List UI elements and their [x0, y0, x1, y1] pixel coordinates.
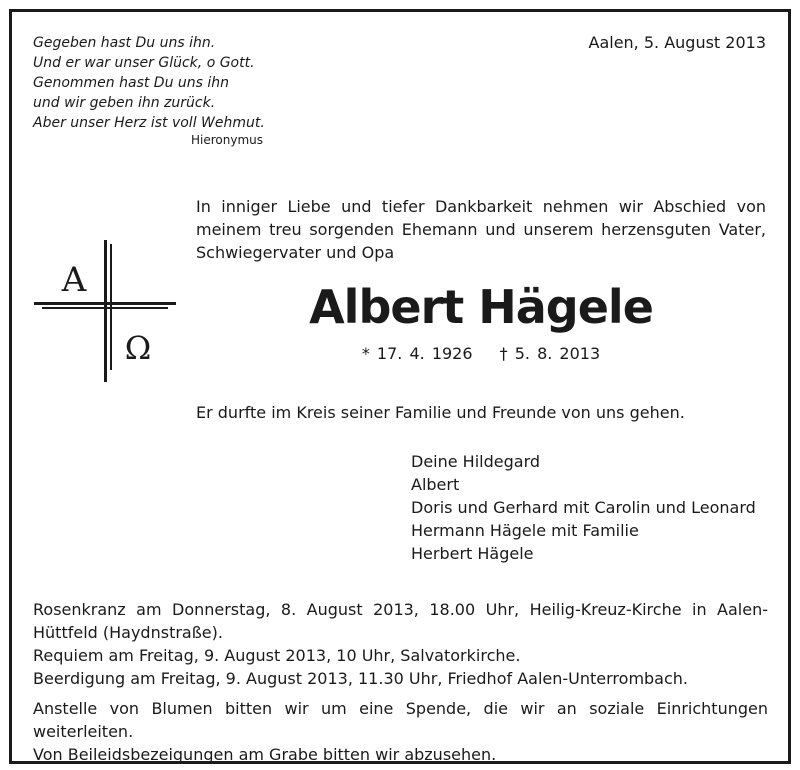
- service-line: Rosenkranz am Donnerstag, 8. August 2013, 18.00 Uhr, Heilig-Kreuz-Kirche in Aalen-: [33, 600, 768, 619]
- place-date: Aalen, 5. August 2013: [588, 33, 766, 52]
- alpha-omega-cross-icon: [34, 240, 176, 382]
- family-member: Albert: [411, 475, 460, 494]
- farewell-text: Er durfte im Kreis seiner Familie und Freunde von uns gehen.: [196, 403, 685, 422]
- family-member: Deine Hildegard: [411, 452, 541, 471]
- service-line: Hüttfeld (Haydnstraße).: [33, 623, 223, 642]
- service-line: Requiem am Freitag, 9. August 2013, 10 Uhr, Salvatorkirche.: [33, 646, 521, 665]
- closing-line: Anstelle von Blumen bitten wir um eine Spende, die wir an soziale Einrichtungen weiterleiten.: [33, 699, 768, 741]
- poem-line: Gegeben hast Du uns ihn.: [33, 35, 216, 51]
- family-member: Hermann Hägele mit Familie: [411, 521, 639, 540]
- closing-notes: [33, 697, 768, 766]
- birth-date: * 17. 4. 1926: [361, 344, 473, 363]
- omega-letter: Ω: [124, 329, 152, 367]
- service-details: [33, 598, 768, 690]
- poem-line: Genommen hast Du uns ihn: [33, 75, 230, 91]
- deceased-name: Albert Hägele: [309, 280, 653, 334]
- death-date: † 5. 8. 2013: [499, 344, 601, 363]
- service-line: Beerdigung am Freitag, 9. August 2013, 11.30 Uhr, Friedhof Aalen-Unterrombach.: [33, 669, 689, 688]
- life-dates: [196, 344, 766, 363]
- poem-line: und wir geben ihn zurück.: [33, 95, 216, 111]
- poem: [33, 33, 265, 133]
- family-member: Herbert Hägele: [411, 544, 534, 563]
- poem-author: Hieronymus: [191, 133, 264, 147]
- poem-line: Und er war unser Glück, o Gott.: [33, 55, 255, 71]
- family-member: Doris und Gerhard mit Carolin und Leonard: [411, 498, 756, 517]
- family-list: [411, 450, 756, 565]
- closing-line: Von Beileidsbezeigungen am Grabe bitten wir abzusehen.: [33, 745, 497, 764]
- intro-text: In inniger Liebe und tiefer Dankbarkeit nehmen wir Abschied von meinem treu sorgenden Ehemann und unserem herzensguten Vater, Schwiegervater und Opa: [196, 197, 766, 262]
- alpha-letter: A: [61, 260, 87, 300]
- poem-line: Aber unser Herz ist voll Wehmut.: [33, 115, 265, 131]
